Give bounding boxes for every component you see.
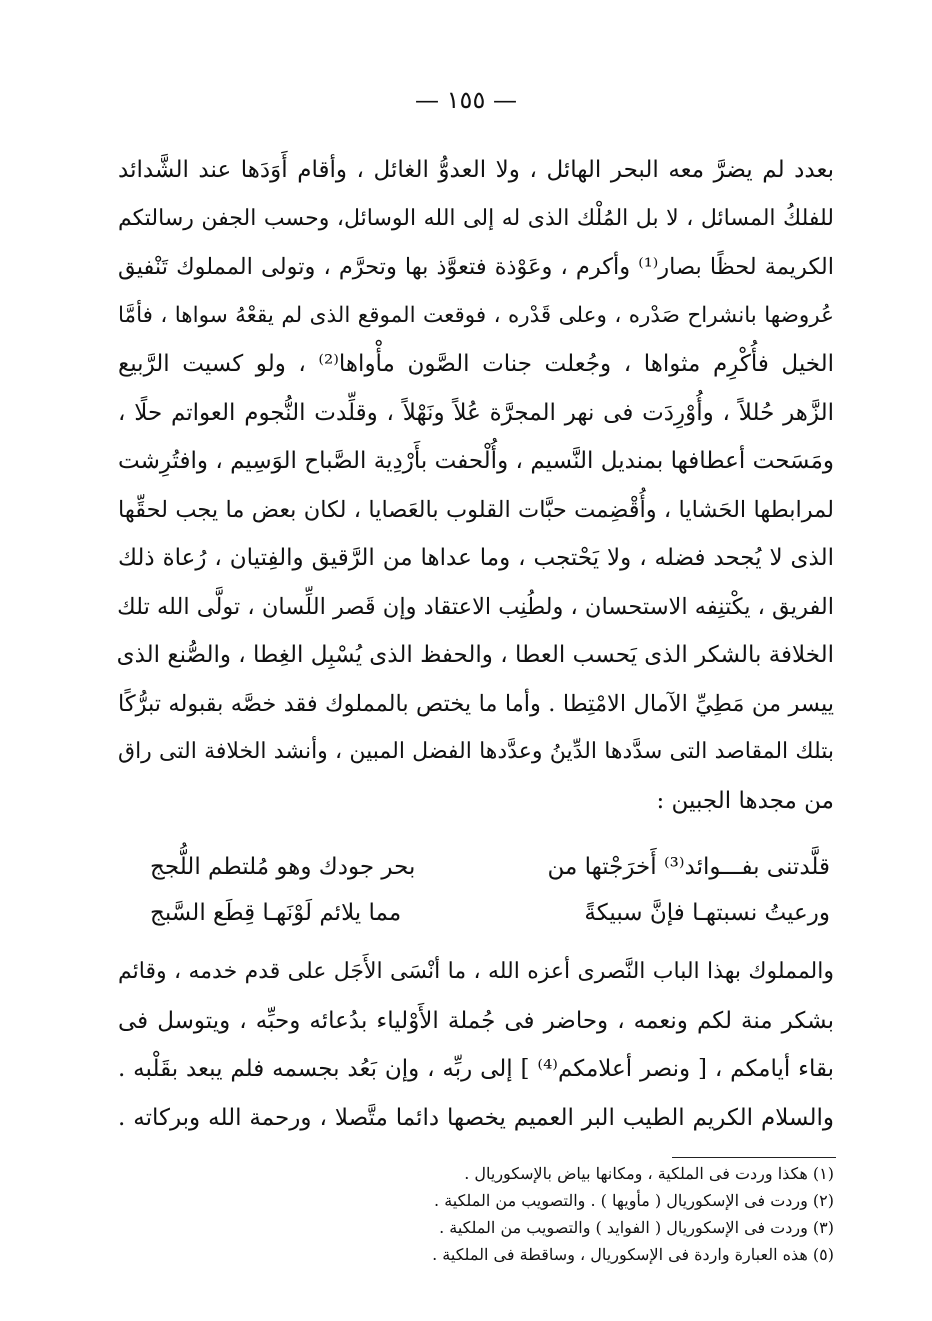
footnote: (٢) وردت فى الإسكوريال ( مأويها ) . والتصويب من الملكية . — [434, 1191, 834, 1210]
footnote-separator — [672, 1157, 836, 1158]
first-hemistich: ورعيتُ نسبتهـا فإنَّ سبيكةً — [584, 900, 830, 926]
main-paragraph — [118, 146, 834, 825]
footnote: (١) هكذا وردت فى الملكية ، ومكانها بياض بالإسكوريال . — [464, 1164, 834, 1183]
footnote: (٥) هذه العبارة واردة فى الإسكوريال ، وساقطة فى الملكية . — [432, 1245, 834, 1264]
footnote: (٣) وردت فى الإسكوريال ( الفوايد ) والتصويب من الملكية . — [439, 1218, 834, 1237]
text-line: الذى لا يُجحد فضله ، ولا يَحْتجب ، وما عداها من الرَّقيق والفِتيان ، رُعاة ذلك — [118, 545, 834, 571]
text-line: للفلكُ المسائل ، لا بل المُلْك الذى له إلى الله الوسائل، وحسب الجفن رسالتكم — [118, 205, 834, 231]
text-line: من مجدها الجبين : — [656, 787, 834, 814]
text-line: الفريق ، يكْتنِفه الاستحسان ، ولطُنِب الاعتقاد وإن قَصر اللِّسان ، تولَّى الله تلك — [117, 593, 834, 620]
text-line: والسلام الكريم الطيب البر العميم يخصها دائما متَّصلا ، ورحمة الله وبركاته . — [118, 1104, 834, 1131]
text-line: ييسر من مَطِيِّ الآمال الامْتِطا . وأما ما يختص بالمملوك فقد خصَّه بقبوله تبرُّكًا — [118, 690, 834, 717]
verse-line — [150, 890, 830, 936]
text-line: لمرابطها الحَشايا ، وأُقْضِمت حبَّات القلوب بالعَصايا ، لكان بعض ما يجب لحقِّها — [118, 496, 834, 523]
footnotes — [234, 1160, 834, 1268]
text-line: بتلك المقاصد التى سدَّدها الدِّينُ وعدَّدها الفضل المبين ، وأنشد الخلافة التى راق — [118, 739, 834, 764]
text-line: بقاء أيامكم ، [ ونصر أعلامكم⁽⁴⁾ ] إلى ربِّه ، وإن بَعُد بجسمه فلم يبعد بقَلْبه . — [118, 1056, 834, 1082]
poetry-verses — [150, 844, 830, 936]
verse-line — [150, 844, 830, 890]
text-line: الكريمة لحظًا بصار⁽¹⁾ وأكرم ، وعَوْذة فتعوَّذ بها وتحرَّم ، وتولى المملوك تَنْفيق — [118, 254, 834, 280]
text-line: الزَّهر حُللاً ، وأُوْرِدَت فى نهر المجرَّة عُلاً ونَهْلاً ، وقلِّدت النُّجوم العواتم حلًا ، — [118, 399, 834, 426]
text-line: الخلافة بالشكر الذى يَحسب العطا ، والحفظ الذى يُسْبِل الغِطا ، والصُّنع الذى — [116, 642, 834, 668]
closing-paragraph — [118, 948, 834, 1142]
second-hemistich: بحر جودك وهو مُلتطم اللُّجج — [150, 854, 416, 880]
text-line: بشكر منة لكم ونعمه ، وحاضر فى جُملة الأَوْلياء بدُعائه وحبِّه ، ويتوسل فى — [118, 1007, 834, 1034]
page-number: — ١٥٥ — — [415, 86, 517, 114]
second-hemistich: مما يلائم لَوْنَهـا قِطَع السَّبج — [150, 900, 402, 926]
text-line: ومَسَحت أعطافها بمنديل النَّسيم ، وأُلْحفت بأَرْدِية الصَّباح الوَسِيم ، وافتُرِشت — [118, 448, 834, 474]
text-line: الخيل فأُكْرِم مثواها ، وجُعلت جنات الصَّون مأْواها⁽²⁾ ، ولو كسيت الرَّبيع — [118, 351, 835, 377]
text-line: بعدد لم يضرَّ معه البحر الهائل ، ولا العدوُّ الغائل ، وأقام أَوَدَها عند الشَّدائد — [118, 157, 834, 183]
text-line: عُروضها بانشراح صَدْره ، وعلى قَدْره ، فوقعت الموقع الذى لم يقعْهُ سواها ، فأمَّا — [118, 302, 834, 328]
first-hemistich: قلَّدتنى بفـــوائد⁽³⁾ أَخرَجْتها من — [547, 854, 830, 880]
text-line: والمملوك بهذا الباب النَّصرى أعزه الله ، ما أنْسَى الأَجَل على قدم خدمه ، وقائم — [118, 959, 834, 984]
